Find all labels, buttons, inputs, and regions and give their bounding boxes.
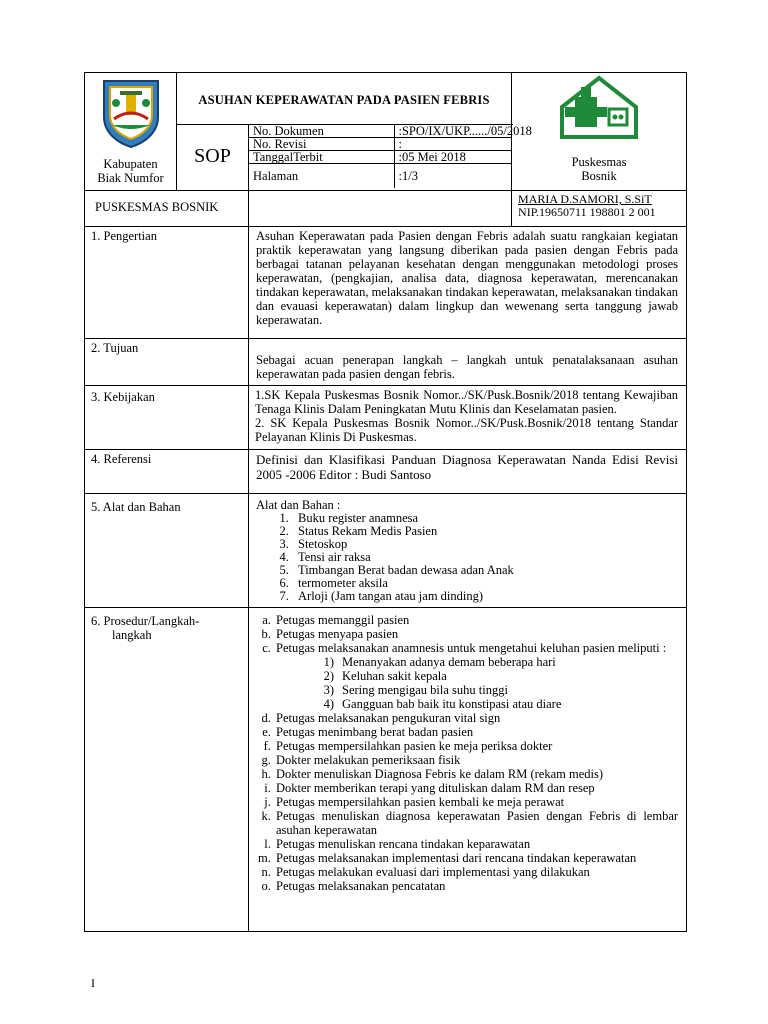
tools-intro: Alat dan Bahan : (256, 498, 341, 512)
procedure-label-line1: 6. Prosedur/Langkah- (91, 614, 200, 628)
procedure-list (256, 613, 678, 893)
list-item: 1. Buku register anamnesa (292, 512, 678, 525)
list-item: g. Dokter melakukan pemeriksaan fisik (274, 753, 678, 767)
document-title: ASUHAN KEPERAWATAN PADA PASIEN FEBRIS (177, 73, 512, 125)
list-item: f. Petugas mempersilahkan pasien ke meja periksa dokter (274, 739, 678, 753)
sop-table (84, 72, 687, 932)
list-item: 3. Stetoskop (292, 538, 678, 551)
meta-label: Halaman (249, 164, 394, 189)
puskesmas-logo-icon (559, 75, 639, 141)
list-item: h. Dokter menuliskan Diagnosa Febris ke dalam RM (rekam medis) (274, 767, 678, 781)
section-label-pengertian: 1. Pengertian (85, 227, 249, 339)
sublist-text: Menanyakan adanya demam beberapa hari (342, 655, 556, 669)
list-item (274, 641, 678, 711)
tools-list (256, 512, 678, 603)
signatory-cell (512, 191, 687, 227)
sublist-number: 2) (323, 669, 334, 683)
puskesmas-logo-cell (512, 73, 687, 191)
signatory-nip: NIP.19650711 198801 2 001 (518, 205, 656, 219)
list-item: 2. Status Rekam Medis Pasien (292, 525, 678, 538)
list-item: b. Petugas menyapa pasien (274, 627, 678, 641)
list-item: k. Petugas menuliskan diagnosa keperawatan Pasien dengan Febris di lembar asuhan keperawatan (274, 809, 678, 837)
list-item: o. Petugas melaksanakan pencatatan (274, 879, 678, 893)
puskesmas-caption-line2: Bosnik (581, 169, 617, 183)
policy-item: 1.SK Kepala Puskesmas Bosnik Nomor../SK/Pusk.Bosnik/2018 tentang Kewajiban Tenaga Klinis Dalam Peningkatan Mutu Klinis dan Keselamatan pasien. (255, 388, 679, 416)
list-item: j. Petugas mempersilahkan pasien kembali ke meja perawat (274, 795, 678, 809)
sublist-text: Gangguan bab baik itu konstipasi atau diare (342, 697, 562, 711)
section-text-tujuan: Sebagai acuan penerapan langkah – langkah untuk penatalaksanaan asuhan keperawatan pada pasien dengan febris. (249, 339, 687, 386)
section-kebijakan-list (249, 386, 687, 450)
meta-label: No. Revisi (249, 138, 394, 151)
section-alat-list (249, 494, 687, 608)
document-meta (249, 124, 532, 191)
meta-label: TanggalTerbit (249, 151, 394, 164)
puskesmas-caption-line1: Puskesmas (571, 155, 627, 169)
sublist-number: 3) (323, 683, 334, 697)
policy-item: 2. SK Kepala Puskesmas Bosnik Nomor../SK/Pusk.Bosnik/2018 tentang Standar Pelayanan Klinis Di Puskesmas. (255, 416, 679, 444)
section-prosedur-list (249, 608, 687, 932)
list-item: d. Petugas melaksanakan pengukuran vital sign (274, 711, 678, 725)
procedure-label-line2: langkah (112, 628, 152, 642)
section-label-kebijakan: 3. Kebijakan (85, 386, 249, 450)
sublist-number: 1) (323, 655, 334, 669)
footer-mark: I (91, 976, 95, 990)
sublist-number: 4) (323, 697, 334, 711)
regency-logo-cell (85, 73, 177, 191)
list-item: 7. Arloji (Jam tangan atau jam dinding) (292, 590, 678, 603)
list-item: a. Petugas memanggil pasien (274, 613, 678, 627)
meta-value: :SPO/IX/UKP....../05/2018 (394, 125, 511, 138)
list-item: l. Petugas menuliskan rencana tindakan keparawatan (274, 837, 678, 851)
list-item: 6. termometer aksila (292, 577, 678, 590)
meta-label: No. Dokumen (249, 125, 394, 138)
section-label-referensi: 4. Referensi (85, 450, 249, 494)
section-label-prosedur (85, 608, 249, 932)
sop-label: SOP (177, 125, 249, 191)
regency-emblem-icon (96, 77, 166, 149)
section-text-referensi: Definisi dan Klasifikasi Panduan Diagnosa Keperawatan Nanda Edisi Revisi 2005 -2006 Editor : Budi Santoso (249, 450, 687, 494)
list-item: i. Dokter memberikan terapi yang dituliskan dalam RM dan resep (274, 781, 678, 795)
sublist-item (310, 683, 678, 697)
regency-caption-line1: Kabupaten (103, 157, 158, 171)
regency-caption-line2: Biak Numfor (97, 171, 164, 185)
sublist-item (310, 669, 678, 683)
blank-cell (249, 191, 512, 227)
section-text-pengertian: Asuhan Keperawatan pada Pasien dengan Febris adalah suatu rangkaian kegiatan praktik keperawatan yang langsung diberikan pada pasien dengan Febris pada berbagai tatanan pelayanan kesehatan dengan menggunakan metodologi proses keperawatan, (pengkajian, analisa data, diagnosa keperawatan, merencanakan tindakan keperawatan, melaksanakan tindakan keperawatan, melaksanakan tindakan dan evauasi keperawatan) dalam lingkup dan wewenang serta tanggung jawab keperawatan. (249, 227, 687, 339)
list-item-text: Petugas melaksanakan anamnesis untuk mengetahui keluhan pasien meliputi : (276, 641, 667, 655)
list-item: 4. Tensi air raksa (292, 551, 678, 564)
meta-table (249, 124, 532, 188)
organization-name: PUSKESMAS BOSNIK (85, 191, 249, 227)
signatory-name: MARIA D.SAMORI, S.SiT (518, 192, 652, 206)
sublist-text: Keluhan sakit kepala (342, 669, 447, 683)
sublist-text: Sering mengigau bila suhu tinggi (342, 683, 508, 697)
meta-value: :05 Mei 2018 (394, 151, 511, 164)
section-label-alat: 5. Alat dan Bahan (85, 494, 249, 608)
list-item: m. Petugas melaksanakan implementasi dari rencana tindakan keperawatan (274, 851, 678, 865)
sublist-item (310, 655, 678, 669)
meta-value: : (394, 138, 511, 151)
list-item: e. Petugas menimbang berat badan pasien (274, 725, 678, 739)
meta-value: :1/3 (398, 169, 418, 183)
sop-document (84, 72, 686, 932)
list-item: n. Petugas melakukan evaluasi dari implementasi yang dilakukan (274, 865, 678, 879)
procedure-sublist (276, 655, 678, 711)
section-label-tujuan: 2. Tujuan (85, 339, 249, 386)
list-item: 5. Timbangan Berat badan dewasa adan Anak (292, 564, 678, 577)
sublist-item (310, 697, 678, 711)
